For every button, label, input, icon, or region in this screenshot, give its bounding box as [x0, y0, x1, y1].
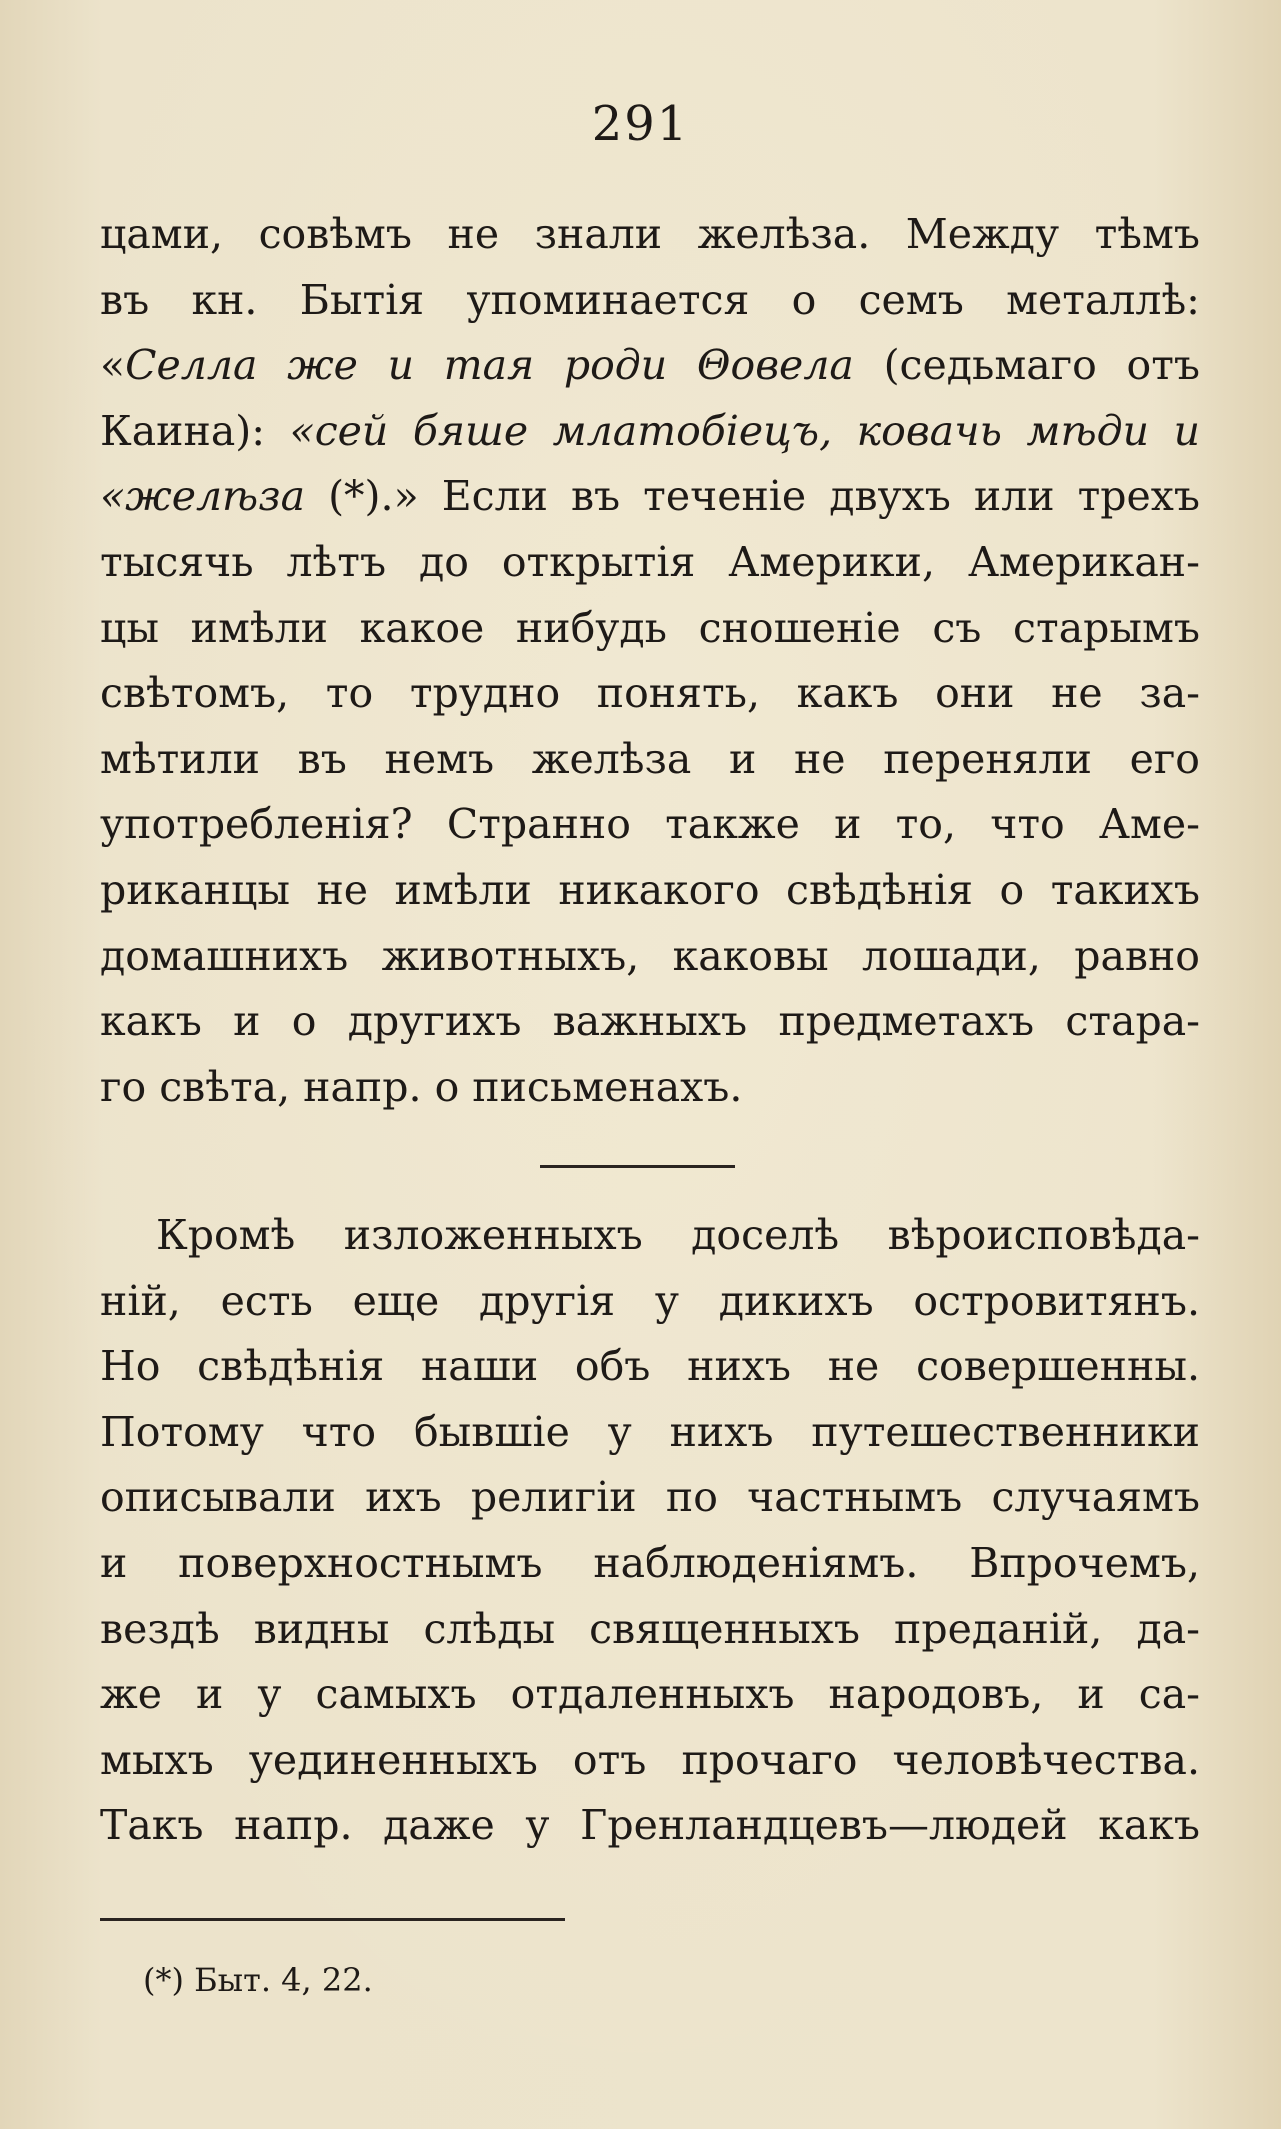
italic-quote: «сей бяше млатобіецъ, ковачь мѣди и	[289, 406, 1200, 455]
text-line: мѣтили въ немъ желѣза и не переняли его	[100, 734, 1200, 783]
text-line: свѣтомъ, то трудно понять, какъ они не за-	[100, 669, 1200, 718]
text-line: тысячь лѣтъ до открытія Америки, Американ-	[100, 537, 1200, 586]
text-line: го свѣта, напр. о письменахъ.	[100, 1062, 743, 1111]
line-prefix: «	[100, 341, 126, 390]
text-line: Потому что бывшіе у нихъ путешественники	[100, 1407, 1200, 1456]
text-line: же и у самыхъ отдаленныхъ народовъ, и са-	[100, 1670, 1200, 1719]
text-line: описывали ихъ религіи по частнымъ случаямъ	[100, 1473, 1200, 1522]
page-number: 291	[591, 96, 690, 152]
footnote: (*) Быт. 4, 22.	[143, 1961, 373, 1999]
paragraph-1	[100, 202, 1200, 1120]
text-line: какъ и о другихъ важныхъ предметахъ стара-	[100, 997, 1200, 1046]
text-line: и поверхностнымъ наблюденіямъ. Впрочемъ,	[100, 1538, 1200, 1587]
text-line	[100, 464, 1200, 530]
text-line: мыхъ уединенныхъ отъ прочаго человѣчества.	[100, 1735, 1200, 1784]
text-line: вездѣ видны слѣды священныхъ преданій, да-	[100, 1604, 1200, 1653]
text-line: домашнихъ животныхъ, каковы лошади, равно	[100, 931, 1200, 980]
line-prefix: Каина):	[100, 406, 290, 455]
paragraph-2	[100, 1203, 1200, 1859]
text-line	[100, 399, 1200, 465]
text-line: риканцы не имѣли никакого свѣдѣнія о такихъ	[100, 865, 1200, 914]
line-suffix: (*).» Если въ теченіе двухъ или трехъ	[305, 472, 1200, 521]
section-divider	[540, 1165, 735, 1168]
italic-quote: Селла же и тая роди Θовела	[125, 341, 854, 390]
text-line: ній, есть еще другія у дикихъ островитянъ.	[100, 1276, 1200, 1325]
footnote-rule	[100, 1918, 565, 1921]
text-line: цами, совѣмъ не знали желѣза. Между тѣмъ	[100, 210, 1200, 258]
text-line	[100, 333, 1200, 399]
text-line: Кромѣ изложенныхъ доселѣ вѣроисповѣда-	[156, 1211, 1200, 1259]
italic-quote: «желѣза	[100, 472, 306, 521]
text-line: въ кн. Бытія упоминается о семъ металлѣ:	[100, 275, 1200, 324]
line-suffix: (седьмаго отъ	[853, 341, 1200, 390]
text-line: употребленія? Странно также и то, что Аме-	[100, 800, 1200, 849]
text-line: Но свѣдѣнія наши объ нихъ не совершенны.	[100, 1342, 1200, 1391]
text-line: цы имѣли какое нибудь сношеніе съ старымъ	[100, 603, 1200, 652]
text-line: Такъ напр. даже у Гренландцевъ—людей какъ	[100, 1801, 1200, 1850]
